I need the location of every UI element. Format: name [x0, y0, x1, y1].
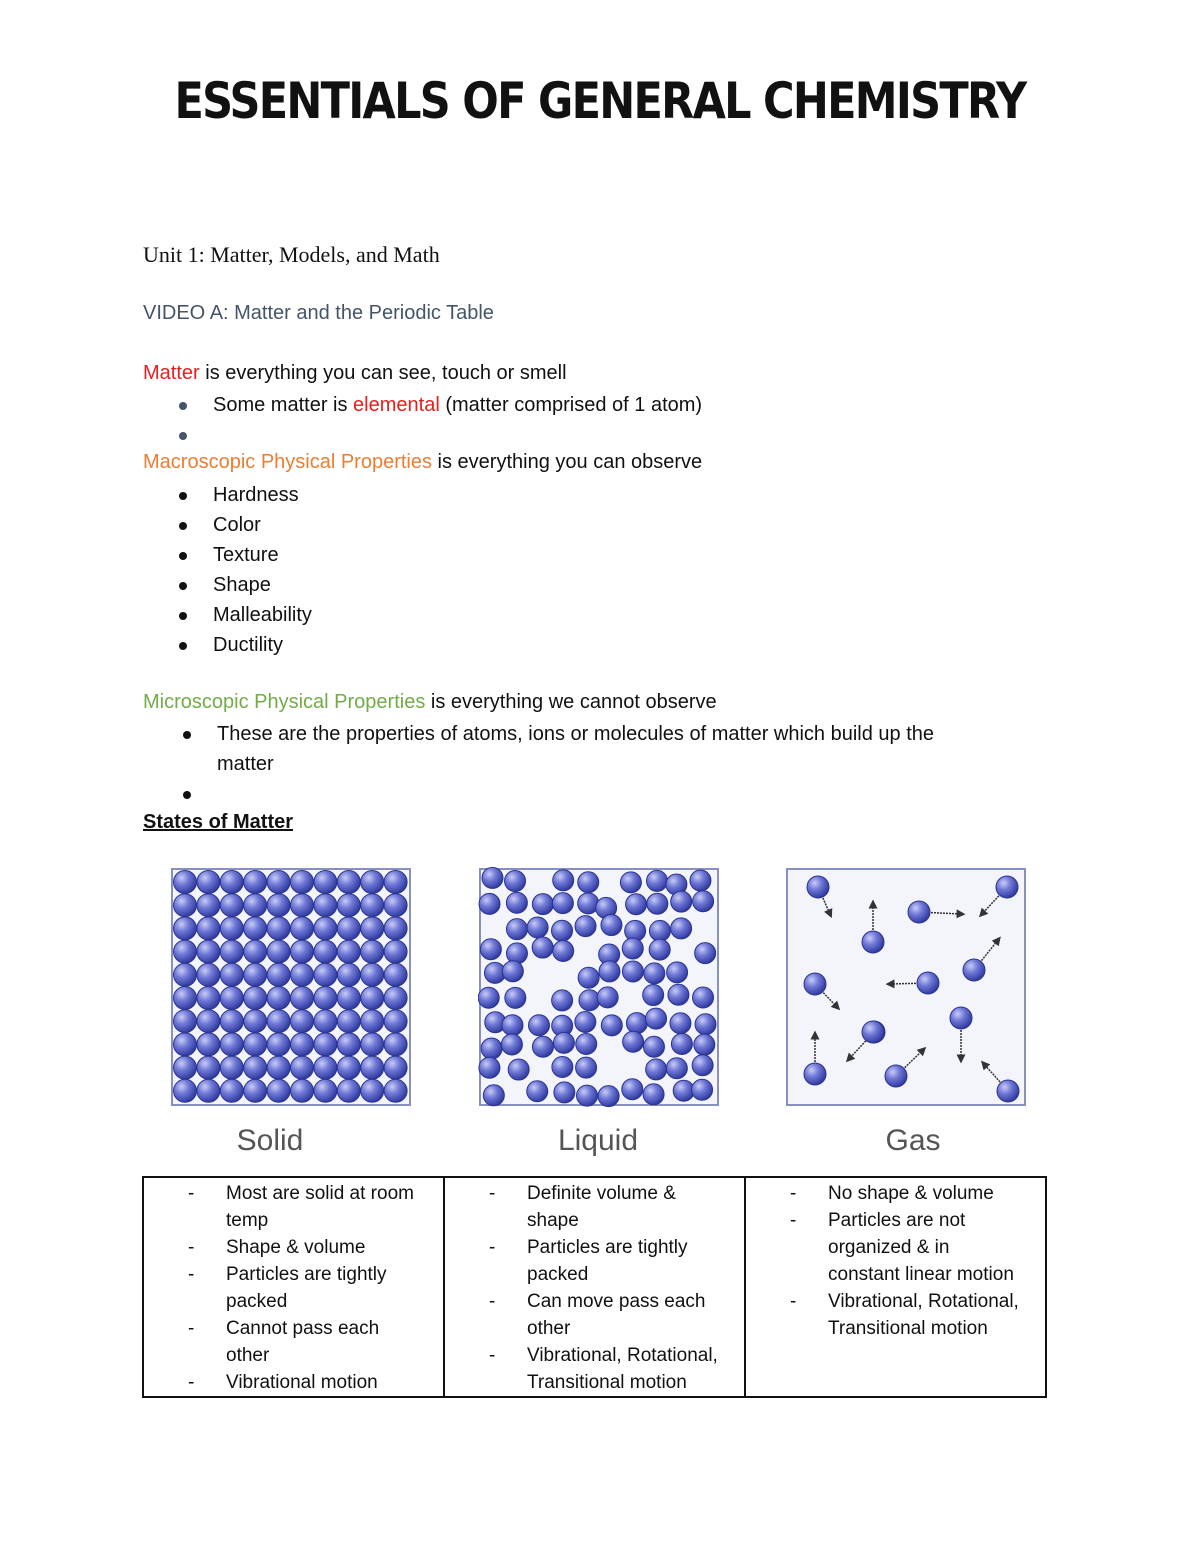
particle-icon	[552, 893, 573, 914]
particle-icon	[908, 901, 930, 923]
particle-icon	[244, 1079, 267, 1102]
particle-icon	[361, 1079, 384, 1102]
particle-icon	[174, 940, 197, 963]
list-item: Color	[175, 510, 312, 540]
particle-icon	[220, 940, 243, 963]
particle-icon	[506, 892, 527, 913]
particle-icon	[197, 987, 220, 1010]
bullet-icon	[179, 402, 187, 410]
particle-icon	[552, 1057, 573, 1078]
particle-icon	[197, 963, 220, 986]
particle-icon	[314, 1010, 337, 1033]
particle-icon	[361, 917, 384, 940]
bullet-icon	[179, 552, 187, 560]
particle-icon	[337, 894, 360, 917]
matter-bullet-list	[175, 390, 702, 450]
particle-icon	[174, 1079, 197, 1102]
particle-icon	[267, 963, 290, 986]
particle-icon	[314, 940, 337, 963]
particle-icon	[649, 939, 670, 960]
list-item: Malleability	[175, 600, 312, 630]
gas-particle-diagram	[785, 867, 1029, 1109]
particle-icon	[174, 963, 197, 986]
particle-icon	[481, 1038, 502, 1059]
particle-icon	[384, 1010, 407, 1033]
particle-icon	[220, 917, 243, 940]
particle-icon	[622, 961, 643, 982]
macroscopic-definition-text: is everything you can observe	[432, 451, 703, 473]
matter-definition-text: is everything you can see, touch or smell	[199, 362, 567, 384]
particle-icon	[197, 940, 220, 963]
particle-icon	[532, 1036, 553, 1057]
particle-icon	[384, 987, 407, 1010]
particle-icon	[220, 963, 243, 986]
gas-properties-cell	[745, 1177, 1046, 1397]
solid-particle-diagram	[170, 867, 414, 1109]
particle-icon	[527, 1081, 548, 1102]
particle-icon	[174, 1056, 197, 1079]
list-item: Ductility	[175, 630, 312, 660]
particle-icon	[671, 1033, 692, 1054]
particle-icon	[997, 1080, 1019, 1102]
particle-icon	[692, 1055, 713, 1076]
matter-definition	[143, 362, 567, 385]
list-item-empty	[175, 420, 702, 450]
particle-icon	[267, 940, 290, 963]
particle-icon	[384, 1033, 407, 1056]
particle-icon	[479, 1057, 500, 1078]
particle-icon	[220, 987, 243, 1010]
particle-icon	[220, 1033, 243, 1056]
particle-icon	[384, 1056, 407, 1079]
particle-icon	[597, 987, 618, 1008]
bullet-icon	[179, 492, 187, 500]
particle-icon	[244, 1033, 267, 1056]
particle-icon	[267, 917, 290, 940]
particle-icon	[220, 1056, 243, 1079]
particle-icon	[646, 1059, 667, 1080]
particle-icon	[197, 894, 220, 917]
particle-icon	[337, 871, 360, 894]
particle-icon	[620, 872, 641, 893]
list-item: - Shape & volume	[188, 1237, 366, 1258]
list-item: - Vibrational, Rotational, Transitional motion	[489, 1345, 718, 1393]
particle-icon	[197, 1056, 220, 1079]
particle-icon	[361, 963, 384, 986]
particle-icon	[267, 987, 290, 1010]
list-item: - Cannot pass each other	[188, 1318, 380, 1366]
particle-icon	[337, 1079, 360, 1102]
particle-icon	[963, 959, 985, 981]
particle-icon	[626, 1013, 647, 1034]
particle-icon	[996, 876, 1018, 898]
particle-icon	[578, 967, 599, 988]
particle-icon	[244, 987, 267, 1010]
list-item: - No shape & volume	[790, 1183, 994, 1204]
video-heading: VIDEO A: Matter and the Periodic Table	[143, 302, 494, 324]
particle-icon	[532, 894, 553, 915]
particle-icon	[384, 963, 407, 986]
gas-label: Gas	[885, 1124, 941, 1157]
particle-icon	[623, 1031, 644, 1052]
particle-icon	[885, 1065, 907, 1087]
particle-icon	[552, 920, 573, 941]
particle-icon	[220, 894, 243, 917]
particle-icon	[291, 917, 314, 940]
particle-icon	[478, 987, 499, 1008]
microscopic-term: Microscopic Physical Properties	[143, 691, 426, 713]
particle-icon	[575, 1011, 596, 1032]
particle-icon	[552, 990, 573, 1011]
particle-icon	[505, 987, 526, 1008]
states-of-matter-heading: States of Matter	[143, 811, 294, 833]
solid-label: Solid	[236, 1124, 304, 1157]
particle-icon	[950, 1007, 972, 1029]
particle-icon	[576, 1057, 597, 1078]
particle-icon	[649, 920, 670, 941]
bullet-icon	[179, 432, 187, 440]
particle-icon	[862, 931, 884, 953]
particle-icon	[314, 1079, 337, 1102]
particle-icon	[244, 871, 267, 894]
bullet-icon	[183, 731, 191, 739]
macroscopic-term: Macroscopic Physical Properties	[143, 451, 432, 473]
particle-icon	[244, 1010, 267, 1033]
particle-icon	[646, 870, 667, 891]
list-item: - Most are solid at room temp	[188, 1183, 414, 1231]
particle-icon	[643, 1036, 664, 1057]
particle-icon	[671, 891, 692, 912]
list-item: - Vibrational, Rotational, Transitional motion	[790, 1291, 1019, 1339]
particle-icon	[361, 1010, 384, 1033]
particle-icon	[337, 1056, 360, 1079]
particle-icon	[577, 1085, 598, 1106]
particle-icon	[197, 1079, 220, 1102]
particle-icon	[553, 1032, 574, 1053]
microscopic-definition-text: is everything we cannot observe	[425, 691, 717, 713]
particle-icon	[314, 917, 337, 940]
particle-icon	[528, 1015, 549, 1036]
particle-icon	[291, 1056, 314, 1079]
particle-icon	[667, 962, 688, 983]
particle-icon	[506, 919, 527, 940]
list-item: - Definite volume & shape	[489, 1183, 676, 1231]
particle-icon	[174, 894, 197, 917]
particle-icon	[244, 1056, 267, 1079]
particle-icon	[622, 1079, 643, 1100]
particle-icon	[578, 872, 599, 893]
particle-icon	[599, 961, 620, 982]
particle-icon	[220, 871, 243, 894]
particle-icon	[807, 876, 829, 898]
particle-icon	[361, 940, 384, 963]
particle-icon	[643, 1084, 664, 1105]
particle-icon	[267, 1056, 290, 1079]
particle-icon	[361, 1033, 384, 1056]
particle-icon	[693, 891, 714, 912]
particle-icon	[244, 963, 267, 986]
particle-icon	[673, 1080, 694, 1101]
particle-icon	[601, 915, 622, 936]
particle-icon	[174, 871, 197, 894]
particle-icon	[804, 1063, 826, 1085]
particle-icon	[579, 990, 600, 1011]
microscopic-definition	[143, 691, 717, 714]
particle-icon	[174, 1010, 197, 1033]
particle-icon	[314, 1033, 337, 1056]
particle-icon	[361, 1056, 384, 1079]
particle-icon	[314, 894, 337, 917]
list-item: Some matter is elemental (matter comprised of 1 atom)	[175, 390, 702, 420]
particle-icon	[695, 943, 716, 964]
particle-icon	[553, 870, 574, 891]
list-item: These are the properties of atoms, ions or molecules of matter which build up the matter	[179, 719, 934, 779]
list-item-empty	[179, 779, 934, 809]
particle-icon	[502, 961, 523, 982]
particle-icon	[291, 987, 314, 1010]
list-item: - Particles are tightly packed	[188, 1264, 387, 1312]
table-row	[143, 1177, 1046, 1397]
particle-icon	[601, 1015, 622, 1036]
list-item: - Particles are tightly packed	[489, 1237, 688, 1285]
bullet-icon	[179, 642, 187, 650]
particle-icon	[692, 1079, 713, 1100]
particle-icon	[501, 1034, 522, 1055]
particle-icon	[647, 893, 668, 914]
particle-icon	[267, 1010, 290, 1033]
bullet-icon	[179, 522, 187, 530]
particle-icon	[314, 963, 337, 986]
particle-icon	[480, 939, 501, 960]
particle-icon	[917, 972, 939, 994]
particle-icon	[244, 940, 267, 963]
document-title: ESSENTIALS OF GENERAL CHEMISTRY	[174, 72, 1026, 130]
bullet-icon	[179, 582, 187, 590]
particle-icon	[482, 867, 503, 888]
particle-icon	[337, 1033, 360, 1056]
particle-icon	[384, 917, 407, 940]
particle-icon	[197, 871, 220, 894]
particle-icon	[576, 1034, 597, 1055]
bullet-icon	[179, 612, 187, 620]
particle-icon	[291, 1010, 314, 1033]
particle-icon	[267, 894, 290, 917]
particle-icon	[291, 1033, 314, 1056]
particle-icon	[314, 1056, 337, 1079]
particle-icon	[314, 871, 337, 894]
particle-icon	[554, 1082, 575, 1103]
particle-icon	[337, 963, 360, 986]
particle-icon	[267, 1079, 290, 1102]
particle-icon	[314, 987, 337, 1010]
particle-icon	[527, 917, 548, 938]
particle-icon	[291, 963, 314, 986]
particle-icon	[483, 1085, 504, 1106]
particle-icon	[337, 940, 360, 963]
particle-icon	[244, 917, 267, 940]
particle-icon	[197, 917, 220, 940]
particle-icon	[361, 894, 384, 917]
particle-icon	[291, 1079, 314, 1102]
microscopic-bullet-list	[179, 719, 934, 809]
particle-icon	[267, 1033, 290, 1056]
particle-icon	[626, 894, 647, 915]
particle-icon	[244, 894, 267, 917]
particle-icon	[291, 940, 314, 963]
particle-icon	[505, 871, 526, 892]
particle-icon	[337, 917, 360, 940]
states-properties-table	[142, 1176, 1047, 1398]
particle-icon	[220, 1010, 243, 1033]
list-item: - Can move pass each other	[489, 1291, 706, 1339]
particle-icon	[384, 894, 407, 917]
particle-icon	[384, 940, 407, 963]
particle-icon	[643, 985, 664, 1006]
particle-icon	[174, 917, 197, 940]
list-item: - Particles are not organized & in constant linear motion	[790, 1210, 1014, 1285]
particle-icon	[220, 1079, 243, 1102]
particle-icon	[384, 871, 407, 894]
particle-icon	[622, 938, 643, 959]
particle-icon	[694, 1034, 715, 1055]
particle-icon	[575, 916, 596, 937]
particle-icon	[361, 987, 384, 1010]
particle-icon	[337, 987, 360, 1010]
particle-icon	[644, 963, 665, 984]
liquid-label: Liquid	[557, 1124, 639, 1157]
particle-icon	[384, 1079, 407, 1102]
particle-icon	[337, 1010, 360, 1033]
particle-icon	[671, 918, 692, 939]
macroscopic-property-list	[175, 480, 312, 660]
list-item: - Vibrational motion	[188, 1372, 378, 1393]
particle-icon	[693, 987, 714, 1008]
particle-icon	[506, 943, 527, 964]
particle-icon	[479, 893, 500, 914]
bullet-icon	[183, 791, 191, 799]
particle-icon	[690, 870, 711, 891]
particle-icon	[804, 973, 826, 995]
elemental-term: elemental	[353, 394, 440, 416]
particle-icon	[862, 1021, 884, 1043]
particle-icon	[361, 871, 384, 894]
list-item: Shape	[175, 570, 312, 600]
particle-icon	[532, 937, 553, 958]
particle-icon	[291, 894, 314, 917]
particle-icon	[508, 1059, 529, 1080]
particle-icon	[174, 987, 197, 1010]
particle-icon	[646, 1008, 667, 1029]
list-item: Hardness	[175, 480, 312, 510]
particle-icon	[197, 1010, 220, 1033]
particle-icon	[695, 1014, 716, 1035]
particle-icon	[267, 871, 290, 894]
matter-term: Matter	[143, 362, 200, 384]
unit-heading: Unit 1: Matter, Models, and Math	[143, 242, 440, 267]
particle-icon	[197, 1033, 220, 1056]
liquid-particle-diagram	[478, 867, 722, 1109]
macroscopic-definition	[143, 451, 702, 474]
list-item: Texture	[175, 540, 312, 570]
particle-icon	[666, 1058, 687, 1079]
particle-icon	[174, 1033, 197, 1056]
solid-properties-cell	[143, 1177, 444, 1397]
particle-icon	[668, 984, 689, 1005]
liquid-properties-cell	[444, 1177, 745, 1397]
particle-icon	[670, 1013, 691, 1034]
particle-icon	[291, 871, 314, 894]
particle-icon	[598, 1086, 619, 1107]
particle-icon	[502, 1015, 523, 1036]
particle-icon	[553, 941, 574, 962]
